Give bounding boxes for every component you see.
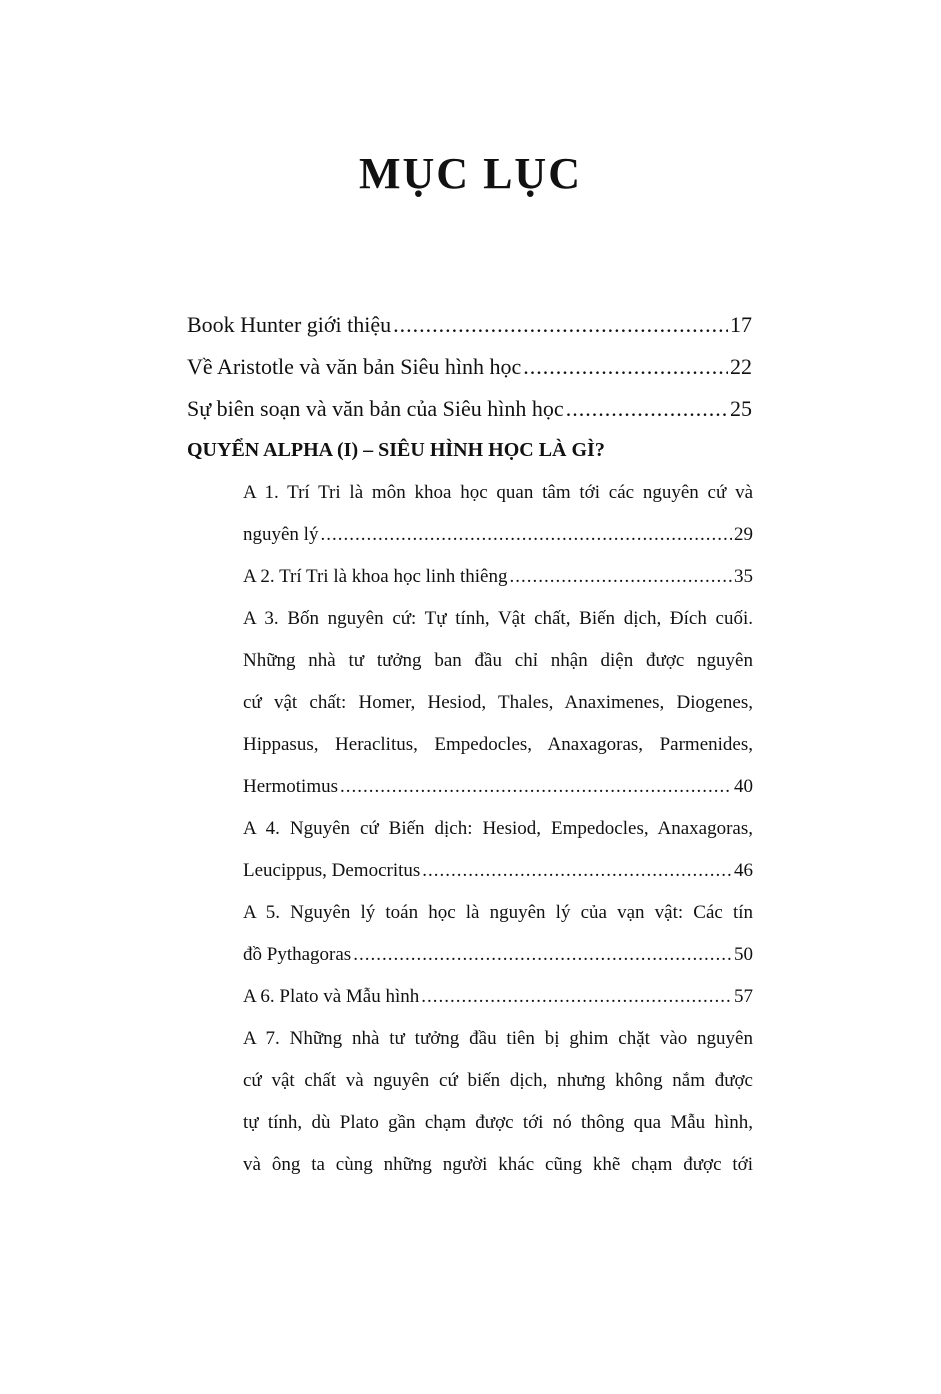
toc-leader-dots xyxy=(566,396,728,422)
toc-entry-title: Leucippus, Democritus xyxy=(243,860,421,881)
toc-page-number: 17 xyxy=(730,312,752,337)
toc-entry-a2[interactable] xyxy=(243,566,753,588)
toc-entry-book-hunter[interactable] xyxy=(187,312,752,338)
toc-leader-dots xyxy=(509,566,732,588)
toc-leader-dots xyxy=(523,354,728,380)
toc-entry-a7-line3[interactable]: tự tính, dù Plato gần chạm được tới nó thông qua Mẫu hình, xyxy=(243,1112,753,1133)
toc-entry-compilation[interactable] xyxy=(187,396,752,422)
toc-entry-a4-last[interactable] xyxy=(243,860,753,882)
toc-entry-a3-line4[interactable]: Hippasus, Heraclitus, Empedocles, Anaxagoras, Parmenides, xyxy=(243,734,753,755)
toc-entry-title: A 6. Plato và Mẫu hình xyxy=(243,986,420,1007)
toc-page-number: 22 xyxy=(730,354,752,379)
toc-entry-title: Hermotimus xyxy=(243,776,338,797)
toc-entry-a4-line1[interactable]: A 4. Nguyên cứ Biến dịch: Hesiod, Empedocles, Anaxagoras, xyxy=(243,818,753,839)
toc-page-number: 29 xyxy=(734,524,753,545)
toc-entry-a6[interactable] xyxy=(243,986,753,1008)
toc-entry-title: Sự biên soạn và văn bản của Siêu hình học xyxy=(187,396,564,421)
toc-book-heading[interactable]: QUYỂN ALPHA (I) – SIÊU HÌNH HỌC LÀ GÌ? xyxy=(187,439,605,461)
toc-entry-a3-line3[interactable]: cứ vật chất: Homer, Hesiod, Thales, Anaximenes, Diogenes, xyxy=(243,692,753,713)
toc-leader-dots xyxy=(353,944,732,966)
toc-page-number: 35 xyxy=(734,566,753,587)
toc-entry-title: Về Aristotle và văn bản Siêu hình học xyxy=(187,354,522,379)
toc-entry-title: nguyên lý xyxy=(243,524,319,545)
toc-page-number: 40 xyxy=(734,776,753,797)
toc-page-number: 46 xyxy=(734,860,753,881)
toc-entry-aristotle[interactable] xyxy=(187,354,752,380)
toc-entry-a7-line4[interactable]: và ông ta cùng những người khác cũng khẽ chạm được tới xyxy=(243,1154,753,1175)
toc-page-number: 50 xyxy=(734,944,753,965)
toc-entry-title: A 2. Trí Tri là khoa học linh thiêng xyxy=(243,566,508,587)
toc-page-number: 25 xyxy=(730,396,752,421)
toc-entry-a5-line1[interactable]: A 5. Nguyên lý toán học là nguyên lý của vạn vật: Các tín xyxy=(243,902,753,923)
toc-leader-dots xyxy=(422,860,732,882)
toc-entry-a7-line2[interactable]: cứ vật chất và nguyên cứ biến dịch, nhưng không nắm được xyxy=(243,1070,753,1091)
toc-page-number: 57 xyxy=(734,986,753,1007)
toc-entry-a3-last[interactable] xyxy=(243,776,753,798)
toc-entry-a7-line1[interactable]: A 7. Những nhà tư tưởng đầu tiên bị ghim chặt vào nguyên xyxy=(243,1028,753,1049)
toc-entry-a1-line1[interactable]: A 1. Trí Tri là môn khoa học quan tâm tới các nguyên cứ và xyxy=(243,482,753,503)
toc-leader-dots xyxy=(393,312,728,338)
toc-leader-dots xyxy=(421,986,732,1008)
toc-entry-title: Book Hunter giới thiệu xyxy=(187,312,392,337)
toc-entry-a3-line1[interactable]: A 3. Bốn nguyên cứ: Tự tính, Vật chất, Biến dịch, Đích cuối. xyxy=(243,608,753,629)
toc-entry-a5-last[interactable] xyxy=(243,944,753,966)
toc-entry-a1-last[interactable] xyxy=(243,524,753,546)
toc-entry-title: đồ Pythagoras xyxy=(243,944,352,965)
toc-leader-dots xyxy=(340,776,732,798)
toc-entry-a3-line2[interactable]: Những nhà tư tưởng ban đầu chỉ nhận diện được nguyên xyxy=(243,650,753,671)
toc-leader-dots xyxy=(320,524,732,546)
page-title: MỤC LỤC xyxy=(359,149,582,198)
